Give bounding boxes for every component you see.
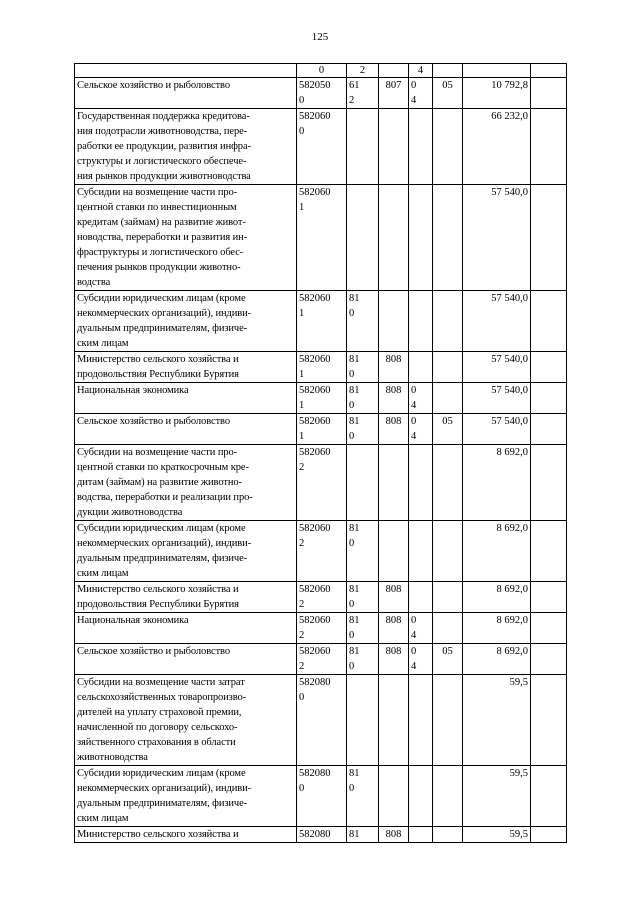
row-section xyxy=(409,352,433,383)
row-name: Национальная экономика xyxy=(75,613,297,644)
table-row xyxy=(75,78,567,109)
row-subsection xyxy=(433,613,463,644)
row-extra xyxy=(531,109,567,185)
row-sum: 59,5 xyxy=(463,766,531,827)
row-expense-type: 81 0 xyxy=(347,613,379,644)
row-department xyxy=(379,521,409,582)
row-name: Министерство сельского хозяйства и продовольствия Республики Бурятия xyxy=(75,352,297,383)
row-section: 0 4 xyxy=(409,383,433,414)
row-sum: 57 540,0 xyxy=(463,414,531,445)
row-extra xyxy=(531,352,567,383)
row-sum: 57 540,0 xyxy=(463,383,531,414)
row-name: Национальная экономика xyxy=(75,383,297,414)
row-expense-type xyxy=(347,445,379,521)
row-subsection xyxy=(433,291,463,352)
row-subsection xyxy=(433,827,463,843)
row-subsection xyxy=(433,445,463,521)
row-expense-type: 81 0 xyxy=(347,644,379,675)
row-section xyxy=(409,582,433,613)
row-section xyxy=(409,766,433,827)
row-target-code: 582060 1 xyxy=(297,383,347,414)
row-extra xyxy=(531,383,567,414)
header-cell xyxy=(531,64,567,78)
row-target-code: 582060 2 xyxy=(297,521,347,582)
header-cell: 2 xyxy=(347,64,379,78)
row-expense-type: 81 0 xyxy=(347,414,379,445)
row-sum: 10 792,8 xyxy=(463,78,531,109)
row-subsection xyxy=(433,582,463,613)
row-department: 808 xyxy=(379,644,409,675)
header-cell xyxy=(75,64,297,78)
row-section xyxy=(409,185,433,291)
row-extra xyxy=(531,445,567,521)
row-section xyxy=(409,827,433,843)
row-name: Субсидии юридическим лицам (кроме некоммерческих организаций), индиви- дуальным предпринимателям, физиче- ским лицам xyxy=(75,521,297,582)
row-extra xyxy=(531,521,567,582)
table-row xyxy=(75,766,567,827)
row-section xyxy=(409,109,433,185)
table-row xyxy=(75,827,567,843)
row-department: 808 xyxy=(379,582,409,613)
row-section: 0 4 xyxy=(409,78,433,109)
row-subsection xyxy=(433,185,463,291)
row-expense-type xyxy=(347,185,379,291)
row-sum: 8 692,0 xyxy=(463,521,531,582)
row-sum: 8 692,0 xyxy=(463,445,531,521)
row-extra xyxy=(531,78,567,109)
row-sum: 8 692,0 xyxy=(463,582,531,613)
row-expense-type: 81 0 xyxy=(347,352,379,383)
row-subsection xyxy=(433,383,463,414)
column-number-row xyxy=(75,64,567,78)
row-expense-type: 81 0 xyxy=(347,521,379,582)
table-row xyxy=(75,445,567,521)
table-row xyxy=(75,109,567,185)
row-extra xyxy=(531,414,567,445)
header-cell xyxy=(433,64,463,78)
row-expense-type: 81 0 xyxy=(347,383,379,414)
row-department: 808 xyxy=(379,383,409,414)
row-target-code: 582060 2 xyxy=(297,582,347,613)
page-number: 125 xyxy=(311,31,329,43)
row-target-code: 582060 2 xyxy=(297,445,347,521)
row-department: 808 xyxy=(379,827,409,843)
row-department xyxy=(379,445,409,521)
row-subsection xyxy=(433,109,463,185)
row-extra xyxy=(531,291,567,352)
row-target-code: 582050 0 xyxy=(297,78,347,109)
row-subsection: 05 xyxy=(433,414,463,445)
table-row xyxy=(75,582,567,613)
row-section xyxy=(409,521,433,582)
row-name: Сельское хозяйство и рыболовство xyxy=(75,78,297,109)
row-name: Сельское хозяйство и рыболовство xyxy=(75,644,297,675)
table-row xyxy=(75,644,567,675)
row-department xyxy=(379,109,409,185)
table-row xyxy=(75,383,567,414)
row-sum: 57 540,0 xyxy=(463,185,531,291)
row-subsection: 05 xyxy=(433,644,463,675)
row-target-code: 582060 1 xyxy=(297,414,347,445)
row-sum: 8 692,0 xyxy=(463,613,531,644)
row-section xyxy=(409,445,433,521)
row-name: Субсидии юридическим лицам (кроме некоммерческих организаций), индиви- дуальным предпринимателям, физиче- ским лицам xyxy=(75,766,297,827)
row-section: 0 4 xyxy=(409,644,433,675)
row-name: Государственная поддержка кредитова- ния подотрасли животноводства, пере- работки ее продукции, развития инфра- структуры и логистического обеспече- ния рынков продукции животноводства xyxy=(75,109,297,185)
row-extra xyxy=(531,644,567,675)
row-subsection: 05 xyxy=(433,78,463,109)
row-expense-type: 81 0 xyxy=(347,291,379,352)
row-department xyxy=(379,185,409,291)
row-subsection xyxy=(433,521,463,582)
row-extra xyxy=(531,582,567,613)
table-row xyxy=(75,613,567,644)
row-expense-type: 81 xyxy=(347,827,379,843)
row-extra xyxy=(531,766,567,827)
row-department xyxy=(379,291,409,352)
row-sum: 57 540,0 xyxy=(463,352,531,383)
row-target-code: 582060 1 xyxy=(297,352,347,383)
row-sum: 66 232,0 xyxy=(463,109,531,185)
header-cell: 4 xyxy=(409,64,433,78)
row-target-code: 582060 1 xyxy=(297,185,347,291)
row-name: Министерство сельского хозяйства и продовольствия Республики Бурятия xyxy=(75,582,297,613)
row-name: Субсидии на возмещение части затрат сельскохозяйственных товаропроизво- дителей на уплату страховой премии, начисленной по договору сельскохо- зяйственного страхования в области животноводства xyxy=(75,675,297,766)
row-subsection xyxy=(433,675,463,766)
row-section: 0 4 xyxy=(409,414,433,445)
header-cell: 0 xyxy=(297,64,347,78)
row-department: 807 xyxy=(379,78,409,109)
row-target-code: 582060 2 xyxy=(297,613,347,644)
row-name: Министерство сельского хозяйства и xyxy=(75,827,297,843)
row-department xyxy=(379,675,409,766)
row-sum: 8 692,0 xyxy=(463,644,531,675)
row-sum: 59,5 xyxy=(463,675,531,766)
row-expense-type xyxy=(347,109,379,185)
row-department: 808 xyxy=(379,352,409,383)
row-expense-type: 61 2 xyxy=(347,78,379,109)
table-row xyxy=(75,291,567,352)
table-row xyxy=(75,521,567,582)
row-department xyxy=(379,766,409,827)
row-target-code: 582080 0 xyxy=(297,675,347,766)
row-name: Субсидии юридическим лицам (кроме некоммерческих организаций), индиви- дуальным предпринимателям, физиче- ским лицам xyxy=(75,291,297,352)
row-extra xyxy=(531,827,567,843)
row-name: Субсидии на возмещение части про- центной ставки по краткосрочным кре- дитам (займам) на развитие животно- водства, переработки и реализации про- дукции животноводства xyxy=(75,445,297,521)
budget-table xyxy=(74,63,567,843)
row-section: 0 4 xyxy=(409,613,433,644)
row-expense-type: 81 0 xyxy=(347,582,379,613)
header-cell xyxy=(379,64,409,78)
table-row xyxy=(75,414,567,445)
row-subsection xyxy=(433,766,463,827)
row-department: 808 xyxy=(379,414,409,445)
row-target-code: 582080 xyxy=(297,827,347,843)
row-sum: 59,5 xyxy=(463,827,531,843)
row-section xyxy=(409,675,433,766)
row-extra xyxy=(531,185,567,291)
row-name: Субсидии на возмещение части про- центной ставки по инвестиционным кредитам (займам) на развитие живот- новодства, переработки и развития ин- фраструктуры и логистического обес- печения рынков продукции животно- водства xyxy=(75,185,297,291)
table-row xyxy=(75,185,567,291)
row-target-code: 582080 0 xyxy=(297,766,347,827)
row-department: 808 xyxy=(379,613,409,644)
row-name: Сельское хозяйство и рыболовство xyxy=(75,414,297,445)
table-row xyxy=(75,675,567,766)
row-expense-type xyxy=(347,675,379,766)
row-extra xyxy=(531,675,567,766)
row-sum: 57 540,0 xyxy=(463,291,531,352)
row-extra xyxy=(531,613,567,644)
row-target-code: 582060 0 xyxy=(297,109,347,185)
table-row xyxy=(75,352,567,383)
row-section xyxy=(409,291,433,352)
header-cell xyxy=(463,64,531,78)
row-subsection xyxy=(433,352,463,383)
row-expense-type: 81 0 xyxy=(347,766,379,827)
row-target-code: 582060 1 xyxy=(297,291,347,352)
row-target-code: 582060 2 xyxy=(297,644,347,675)
